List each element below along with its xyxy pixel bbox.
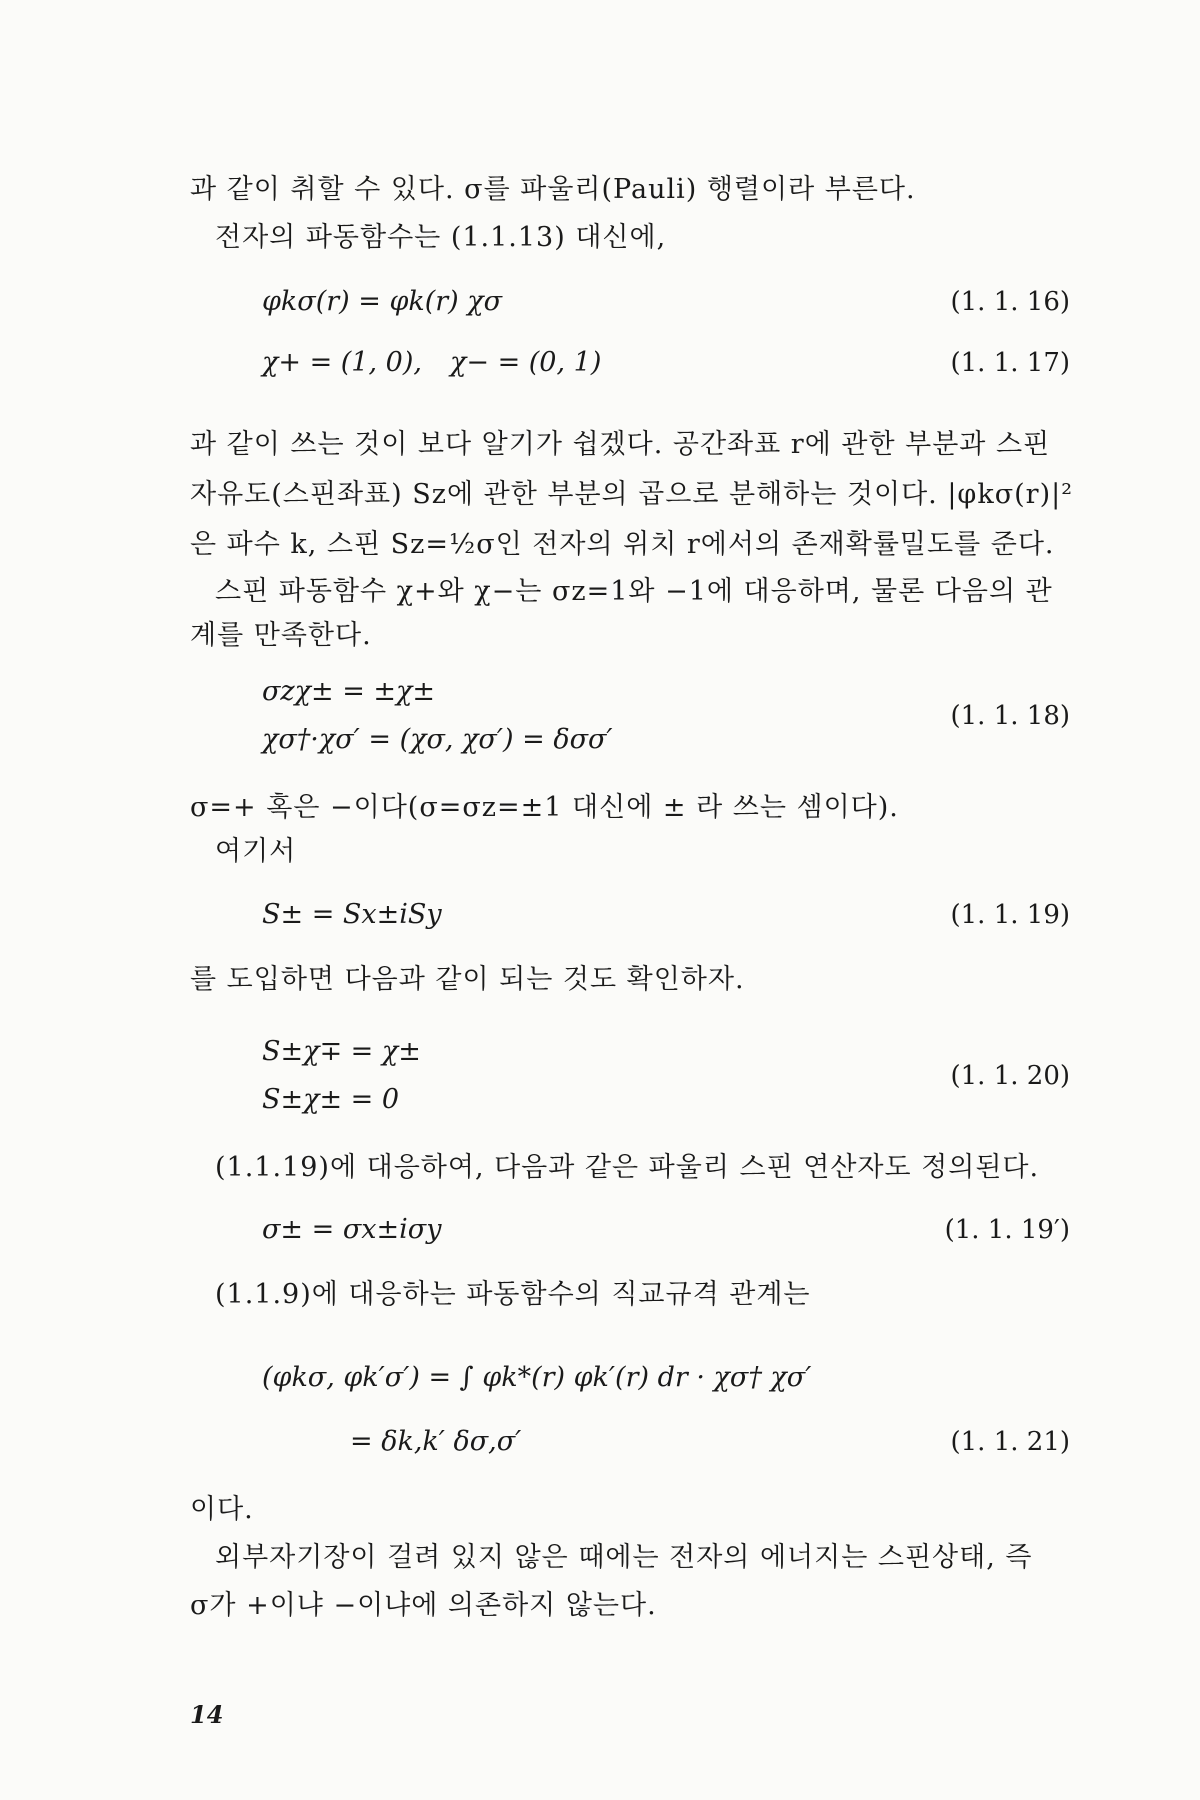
equation-number-20: (1. 1. 20) [950,1061,1070,1091]
text-line-3: 과 같이 쓰는 것이 보다 알기가 쉽겠다. 공간좌표 r에 관한 부분과 스핀 [190,429,1051,460]
equation-1-1-18b: χσ†·χσ′ = (χσ, χσ′) = δσσ′ [262,724,613,755]
equation-number-18: (1. 1. 18) [950,701,1070,731]
equation-number-16: (1. 1. 16) [950,287,1070,317]
text-line-9: 여기서 [215,836,297,867]
text-line-11: (1.1.19)에 대응하여, 다음과 같은 파울리 스핀 연산자도 정의된다. [215,1152,1040,1183]
equation-1-1-17a: χ+ = (1, 0), [262,347,422,378]
equation-1-1-19-prime: σ± = σx±iσy [262,1214,442,1245]
equation-1-1-20a: S±χ∓ = χ± [262,1036,421,1067]
text-line-8: σ=+ 혹은 −이다(σ=σz=±1 대신에 ± 라 쓰는 셈이다). [190,792,899,823]
text-line-15: σ가 +이냐 −이냐에 의존하지 않는다. [190,1590,657,1621]
page-number: 14 [190,1700,224,1729]
equation-1-1-17b: χ− = (0, 1) [450,347,602,378]
equation-1-1-21a: (φkσ, φk′σ′) = ∫ φk*(r) φk′(r) dr · χσ† χσ′ [262,1362,812,1393]
equation-number-21: (1. 1. 21) [950,1427,1070,1457]
equation-1-1-21b: = δk,k′ δσ,σ′ [350,1426,522,1457]
text-line-1: 과 같이 취할 수 있다. σ를 파울리(Pauli) 행렬이라 부른다. [190,174,916,205]
text-line-4: 자유도(스핀좌표) Sz에 관한 부분의 곱으로 분해하는 것이다. |φkσ(r)|² [190,479,1074,510]
equation-1-1-18a: σzχ± = ±χ± [262,676,436,707]
text-line-13: 이다. [190,1494,254,1525]
text-line-14: 외부자기장이 걸려 있지 않은 때에는 전자의 에너지는 스핀상태, 즉 [215,1542,1033,1573]
equation-1-1-16: φkσ(r) = φk(r) χσ [262,286,503,317]
text-line-12: (1.1.9)에 대응하는 파동함수의 직교규격 관계는 [215,1279,811,1310]
text-line-2: 전자의 파동함수는 (1.1.13) 대신에, [215,222,667,253]
text-line-7: 계를 만족한다. [190,620,372,651]
text-line-10: 를 도입하면 다음과 같이 되는 것도 확인하자. [190,964,745,995]
text-line-5: 은 파수 k, 스핀 Sz=½σ인 전자의 위치 r에서의 존재확률밀도를 준다. [190,529,1055,560]
equation-1-1-20b: S±χ± = 0 [262,1084,400,1115]
equation-1-1-19: S± = Sx±iSy [262,899,442,930]
text-line-6: 스핀 파동함수 χ+와 χ−는 σz=1와 −1에 대응하며, 물론 다음의 관 [215,576,1053,607]
equation-number-19-prime: (1. 1. 19′) [944,1215,1070,1245]
equation-number-19: (1. 1. 19) [950,900,1070,930]
equation-number-17: (1. 1. 17) [950,348,1070,378]
